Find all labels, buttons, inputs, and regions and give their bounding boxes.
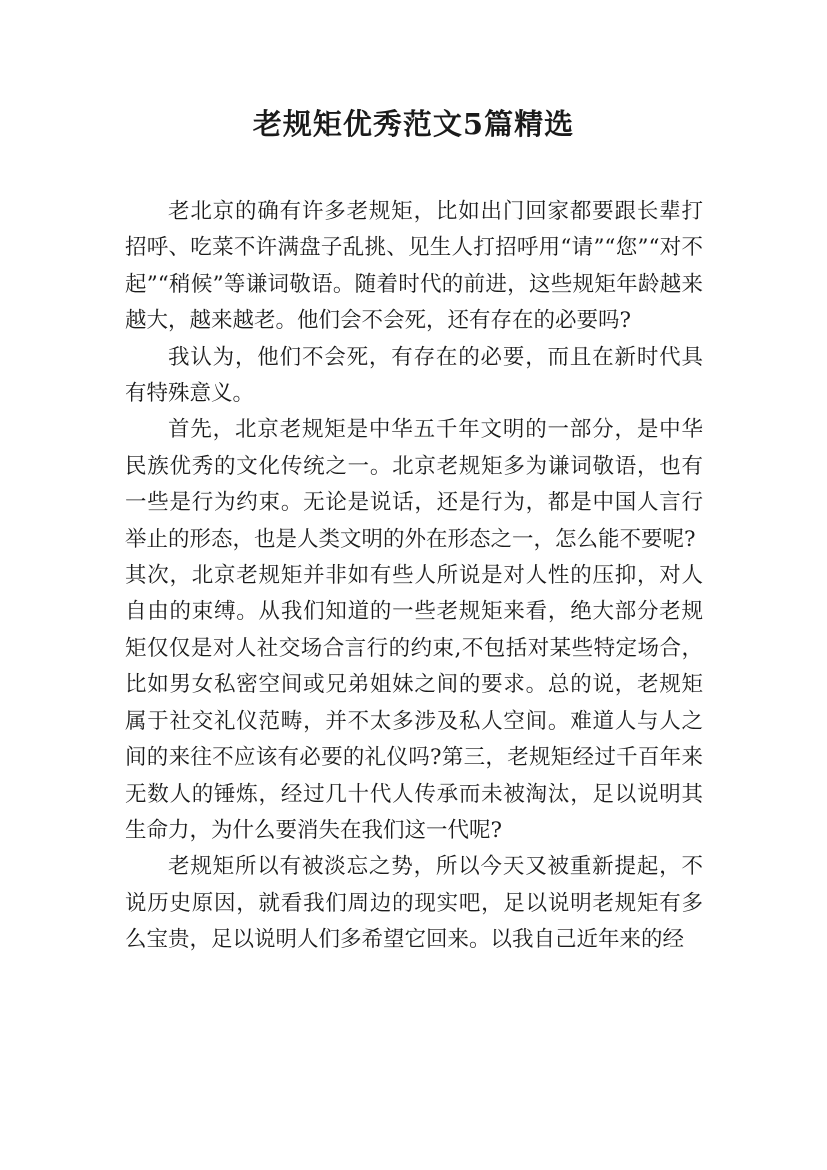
paragraph-3: 首先，北京老规矩是中华五千年文明的一部分，是中华民族优秀的文化传统之一。北京老规矩多为谦词敬语，也有一些是行为约束。无论是说话，还是行为，都是中国人言行举止的形态，也是人类文明的外在形态之一，怎么能不要呢? (125, 417, 703, 552)
paragraph-2: 我认为，他们不会死，有存在的必要，而且在新时代具有特殊意义。 (125, 344, 703, 407)
paragraph-1: 老北京的确有许多老规矩，比如出门回家都要跟长辈打招呼、吃菜不许满盘子乱挑、见生人打招呼用“请”“您”“对不起”“稍候”等谦词敬语。随着时代的前进，这些规矩年龄越来越大，越来越老。他们会不会死，还有存在的必要吗? (125, 199, 703, 334)
document-title: 老规矩优秀范文5篇精选 (252, 107, 575, 141)
document-body (125, 194, 703, 959)
paragraph-5: 老规矩所以有被淡忘之势，所以今天又被重新提起，不说历史原因，就看我们周边的现实吧，足以说明老规矩有多么宝贵，足以说明人们多希望它回来。以我自己近年来的经 (125, 854, 703, 953)
paragraph-4: 其次，北京老规矩并非如有些人所说是对人性的压抑，对人自由的束缚。从我们知道的一些老规矩来看，绝大部分老规矩仅仅是对人社交场合言行的约束,不包括对某些特定场合，比如男女私密空间或兄弟姐妹之间的要求。总的说，老规矩属于社交礼仪范畴，并不太多涉及私人空间。难道人与人之间的来往不应该有必要的礼仪吗?第三，老规矩经过千百年来无数人的锤炼，经过几十代人传承而未被淘汰，足以说明其生命力，为什么要消失在我们这一代呢? (125, 563, 703, 843)
